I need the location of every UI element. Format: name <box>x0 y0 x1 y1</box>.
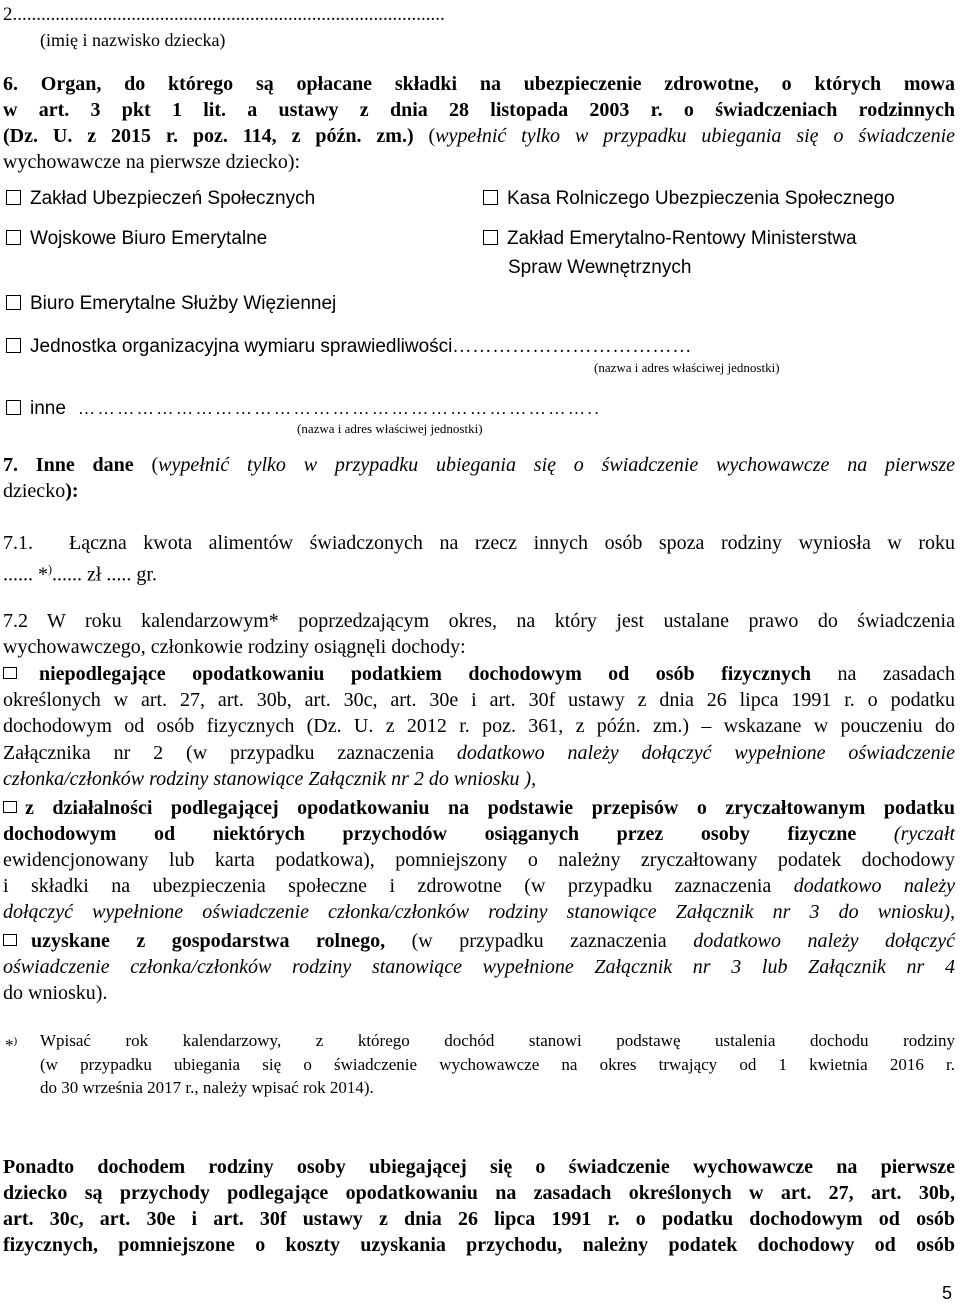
closing-line3: art. 30c, art. 30e i art. 30f ustawy z dnia 26 lipca 1991 r. o podatku dochodowym od osób <box>3 1208 955 1230</box>
page-number: 5 <box>942 1283 953 1303</box>
justice-caption: (nazwa i adres właściwej jednostki) <box>594 360 780 375</box>
option-zus[interactable] <box>6 186 315 212</box>
untaxed-line2: określonych w art. 27, art. 30b, art. 30c, art. 30e i art. 30f ustawy z dnia 26 lipca 1991 r. o podatku <box>3 689 955 711</box>
zer-label-line1: Zakład Emerytalno-Rentowy Ministerstwa <box>507 228 857 249</box>
flatrate-ryczalt: (ryczałt <box>856 823 956 845</box>
zus-label: Zakład Ubezpieczeń Społecznych <box>30 188 316 209</box>
flatrate-line2 <box>3 821 955 847</box>
flatrate-line4-italic: dodatkowo należy <box>793 875 955 897</box>
flatrate-checkbox[interactable] <box>3 801 17 813</box>
footnote-star: * <box>5 1035 14 1055</box>
farm-checkbox[interactable] <box>3 934 17 946</box>
income-option-farm[interactable] <box>3 928 955 954</box>
untaxed-line5: członka/członków rodziny stanowiące Załącznik nr 2 do wniosku ), <box>3 768 537 790</box>
option-justice[interactable] <box>6 334 692 360</box>
footnote-sup: ) <box>13 1035 18 1047</box>
option-wbe[interactable] <box>6 226 267 252</box>
paren-open: ( <box>413 125 436 147</box>
zus-checkbox[interactable] <box>6 190 21 205</box>
income-option-untaxed[interactable] <box>3 661 955 687</box>
untaxed-label-rest: na zasadach <box>811 663 955 685</box>
justice-label: Jednostka organizacyjna wymiaru sprawiedliwości <box>30 336 453 357</box>
untaxed-line4-plain: Załącznika nr 2 (w przypadku zaznaczenia <box>3 742 457 764</box>
section7-title: 7. Inne dane <box>3 454 134 476</box>
closing-line2: dziecko są przychody podlegające opodatkowaniu na zasadach określonych w art. 27, art. 30b, <box>3 1182 955 1204</box>
untaxed-checkbox[interactable] <box>3 667 17 679</box>
wbe-checkbox[interactable] <box>6 230 21 245</box>
zer-label-line2: Spraw Wewnętrznych <box>508 257 692 278</box>
section6-heading-line3 <box>3 123 955 149</box>
untaxed-line3: dochodowym od osób fizycznych (Dz. U. z 2012 r. poz. 361, z późn. zm.) – wskazane w pouczeniu do <box>3 715 955 737</box>
option-besw[interactable] <box>6 291 336 317</box>
paren-open: ( <box>133 454 159 476</box>
untaxed-line4-italic: dodatkowo należy dołączyć wypełnione oświadczenie <box>456 742 955 764</box>
untaxed-label: niepodlegające opodatkowaniu podatkiem dochodowym od osób fizycznych <box>39 663 812 685</box>
p71-number: 7.1. <box>3 532 33 554</box>
p71-year-fill[interactable]: ...... * <box>3 563 48 586</box>
income-option-flatrate[interactable] <box>3 795 955 821</box>
p71-amount-fill[interactable]: ...... zł ..... gr. <box>52 563 157 586</box>
closing-line4: fizycznych, pomniejszone o koszty uzyskania przychodu, należny podatek dochodowy od osób <box>3 1234 955 1256</box>
flatrate-line4-plain: i składki na ubezpieczenia społeczne i zdrowotne (w przypadku zaznaczenia <box>3 875 794 897</box>
section6-legal-ref: (Dz. U. z 2015 r. poz. 114, z późn. zm.) <box>3 125 414 147</box>
justice-checkbox[interactable] <box>6 338 21 353</box>
farm-line2: oświadczenie członka/członków rodziny stanowiące wypełnione Załącznik nr 3 lub Załącznik nr 4 <box>3 956 955 978</box>
other-checkbox[interactable] <box>6 400 21 415</box>
closing-line1: Ponadto dochodem rodziny osoby ubiegającej się o świadczenie wychowawcze na pierwsze <box>3 1156 955 1178</box>
child-name-caption: (imię i nazwisko dziecka) <box>40 30 226 50</box>
footnote-line2: (w przypadku ubiegania się o świadczenie wychowawcze na okres trwający od 1 kwietnia 2016 r. <box>40 1055 955 1074</box>
section7-heading-line1 <box>3 452 955 478</box>
other-fill-line[interactable]: …………………………………………………………………….. <box>78 399 602 418</box>
option-krus[interactable] <box>483 186 895 212</box>
section7-heading-word: dziecko <box>3 480 66 502</box>
footnote-marker <box>5 1028 17 1059</box>
p71-amount-line[interactable] <box>3 556 157 588</box>
flatrate-label-line1: z działalności podlegającej opodatkowaniu na podstawie przepisów o zryczałtowanym podatku <box>25 797 955 819</box>
flatrate-line3: ewidencjonowany lub karta podatkowa), pomniejszony o należny zryczałtowany podatek dochodowy <box>3 849 955 871</box>
other-caption: (nazwa i adres właściwej jednostki) <box>297 421 483 436</box>
justice-fill-line[interactable]: ……………………………… <box>452 336 693 357</box>
flatrate-line4 <box>3 873 955 899</box>
farm-label-italic: dodatkowo należy dołączyć <box>693 930 956 952</box>
farm-label: uzyskane z gospodarstwa rolnego, <box>31 930 386 952</box>
p71-sup: ) <box>48 562 52 576</box>
section6-heading-line4: wychowawcze na pierwsze dziecko): <box>3 151 301 173</box>
section6-heading-line1: 6. Organ, do którego są opłacane składki na ubezpieczenie zdrowotne, o których mowa <box>3 73 955 95</box>
section6-heading-line2: w art. 3 pkt 1 lit. a ustawy z dnia 28 listopada 2003 r. o świadczeniach rodzinnych <box>3 99 955 121</box>
option-other[interactable] <box>6 396 66 422</box>
p72-line1: 7.2 W roku kalendarzowym* poprzedzającym okres, na który jest ustalane prawo do świadczenia <box>3 610 955 632</box>
zer-checkbox[interactable] <box>483 230 498 245</box>
farm-label-plain: (w przypadku zaznaczenia <box>385 930 694 952</box>
untaxed-line4 <box>3 740 955 766</box>
krus-label: Kasa Rolniczego Ubezpieczenia Społecznego <box>507 188 895 209</box>
footnote-line1: Wpisać rok kalendarzowy, z którego dochód stanowi podstawę ustalenia dochodu rodziny <box>40 1031 955 1050</box>
flatrate-label-line2: dochodowym od niektórych przychodów osiąganych przez osoby fizyczne <box>3 823 857 845</box>
besw-checkbox[interactable] <box>6 295 21 310</box>
p72-line2: wychowawczego, członkowie rodziny osiągnęli dochody: <box>3 636 466 658</box>
option-zer[interactable] <box>483 226 857 252</box>
krus-checkbox[interactable] <box>483 190 498 205</box>
other-label: inne <box>30 398 66 419</box>
section6-instruction: wypełnić tylko w przypadku ubiegania się o świadczenie <box>435 125 956 147</box>
child-name-line: 2........................................................................................... <box>3 4 445 25</box>
footnote-line3: do 30 września 2017 r., należy wpisać rok 2014). <box>40 1078 374 1097</box>
besw-label: Biuro Emerytalne Służby Więziennej <box>30 293 337 314</box>
wbe-label: Wojskowe Biuro Emerytalne <box>30 228 268 249</box>
farm-line3: do wniosku). <box>3 982 108 1004</box>
flatrate-line5: dołączyć wypełnione oświadczenie członka/członków rodziny stanowiące Załącznik nr 3 do wniosku), <box>3 901 955 923</box>
section7-instruction: wypełnić tylko w przypadku ubiegania się o świadczenie wychowawcze na pierwsze <box>158 454 956 476</box>
section7-heading-line2 <box>3 478 79 504</box>
p71-text: Łączna kwota alimentów świadczonych na rzecz innych osób spoza rodziny wyniosła w roku <box>69 532 955 554</box>
paren-close: ): <box>65 480 79 502</box>
